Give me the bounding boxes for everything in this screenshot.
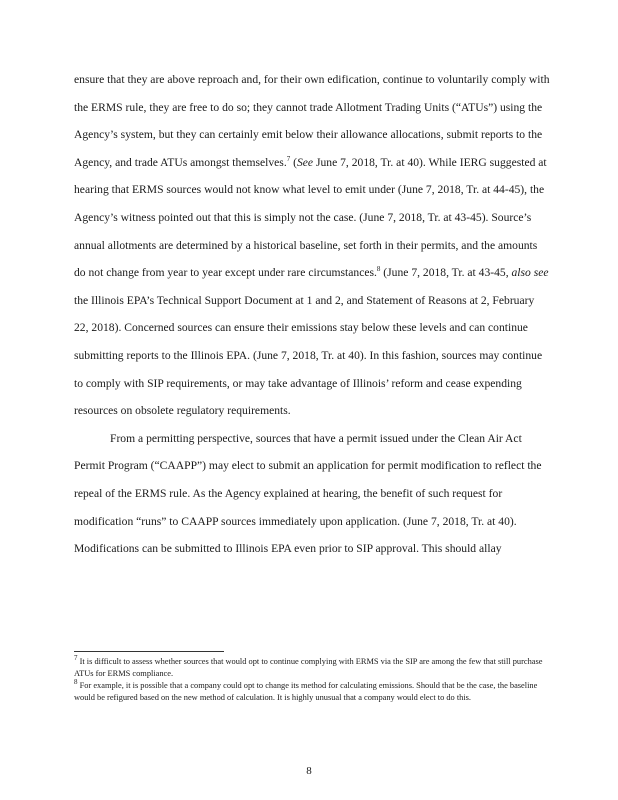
citation-signal-see: See bbox=[296, 155, 314, 169]
footnote-ref-7[interactable]: 7 bbox=[286, 154, 291, 163]
footnote-7 bbox=[74, 656, 544, 679]
footnotes bbox=[74, 656, 544, 704]
paragraph-1-text-d: (June 7, 2018, Tr. at 43-45, bbox=[380, 266, 512, 280]
paragraph-1-text-e: the Illinois EPA’s Technical Support Document at 1 and 2, and Statement of Reasons at 2, February 22, 2018). Concerned sources can ensure their emissions stay below these levels and can continue submitting reports to the Illinois EPA. (June 7, 2018, Tr. at 40). In this fashion, sources may continue to comply with SIP requirements, or may take advantage of Illinois’ reform and cease expending resources on obsolete regulatory requirements. bbox=[74, 293, 543, 418]
footnote-8 bbox=[74, 680, 544, 703]
body-text bbox=[74, 66, 550, 563]
footnote-ref-8[interactable]: 8 bbox=[376, 265, 381, 274]
paragraph-1 bbox=[74, 66, 550, 425]
footnote-divider bbox=[74, 651, 224, 652]
paragraph-1-text-c: June 7, 2018, Tr. at 40). While IERG suggested at hearing that ERMS sources would not know what level to emit under (June 7, 2018, Tr. at 44-45), the Agency’s witness pointed out that this is simply not the case. (June 7, 2018, Tr. at 43-45). Source’s annual allotments are determined by a historical baseline, set forth in their permits, and the amounts do not change from year to year except under rare circumstances. bbox=[74, 155, 547, 280]
paragraph-1-text-a: ensure that they are above reproach and, for their own edification, continue to voluntarily comply with the ERMS rule, they are free to do so; they cannot trade Allotment Trading Units (“ATUs”) using the Agency’s system, but they can certainly emit below their allowance allocations, submit reports to the Agency, and trade ATUs amongst themselves. bbox=[74, 73, 550, 169]
page-number: 8 bbox=[306, 765, 312, 777]
footnote-8-marker: 8 bbox=[74, 678, 78, 687]
footnote-8-text: For example, it is possible that a company could opt to change its method for calculating emissions. Should that be the case, the baseline would be refigured based on the new method of calculation. It is highly unusual that a company would elect to do this. bbox=[74, 681, 538, 702]
paragraph-2: From a permitting perspective, sources that have a permit issued under the Clean Air Act Permit Program (“CAAPP”) may elect to submit an application for permit modification to reflect the repeal of the ERMS rule. As the Agency explained at hearing, the benefit of such request for modification “runs” to CAAPP sources immediately upon application. (June 7, 2018, Tr. at 40). Modifications can be submitted to Illinois EPA even prior to SIP approval. This should allay bbox=[74, 431, 542, 556]
footnote-7-text: It is difficult to assess whether sources that would opt to continue complying with ERMS via the SIP are among the few that still purchase ATUs for ERMS compliance. bbox=[74, 657, 543, 678]
citation-signal-also-see: also see bbox=[511, 266, 549, 280]
footnote-7-marker: 7 bbox=[74, 654, 78, 663]
paragraph-1-text-b: ( bbox=[290, 155, 297, 169]
